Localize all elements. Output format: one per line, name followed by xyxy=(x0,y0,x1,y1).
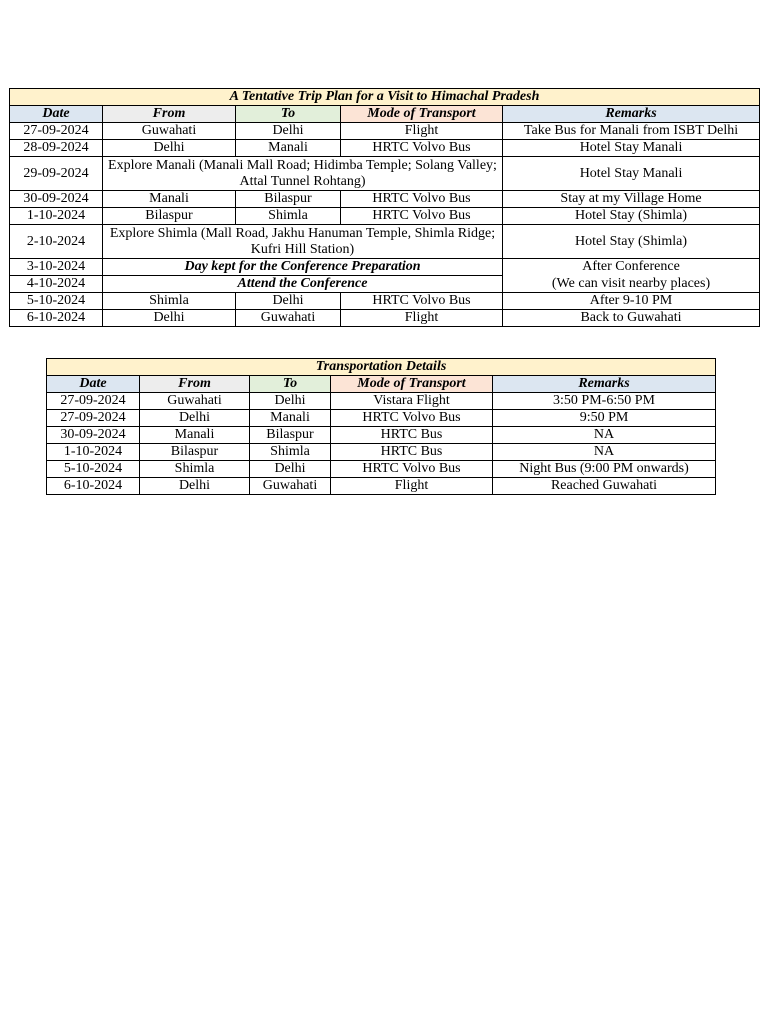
cell-remarks: 3:50 PM-6:50 PM xyxy=(493,393,716,410)
cell-from: Delhi xyxy=(140,478,250,495)
cell-remarks: Stay at my Village Home xyxy=(503,191,760,208)
cell-from: Guwahati xyxy=(103,123,236,140)
col-header-to: To xyxy=(236,106,341,123)
cell-date: 27-09-2024 xyxy=(47,410,140,427)
cell-mode: HRTC Bus xyxy=(331,444,493,461)
table-row xyxy=(47,410,716,427)
col-header-mode: Mode of Transport xyxy=(341,106,503,123)
cell-mode: HRTC Volvo Bus xyxy=(341,208,503,225)
cell-from: Shimla xyxy=(103,293,236,310)
col-header-from: From xyxy=(103,106,236,123)
cell-remarks: Night Bus (9:00 PM onwards) xyxy=(493,461,716,478)
cell-remarks: Back to Guwahati xyxy=(503,310,760,327)
cell-date: 5-10-2024 xyxy=(47,461,140,478)
cell-to: Delhi xyxy=(250,461,331,478)
table-row xyxy=(10,225,760,259)
col-header-date: Date xyxy=(10,106,103,123)
col-header-from: From xyxy=(140,376,250,393)
cell-to: Delhi xyxy=(236,293,341,310)
cell-remarks: After Conference xyxy=(503,259,760,276)
transportation-table xyxy=(46,358,716,495)
cell-to: Delhi xyxy=(250,393,331,410)
cell-to: Manali xyxy=(236,140,341,157)
cell-mode: HRTC Bus xyxy=(331,427,493,444)
col-header-remarks: Remarks xyxy=(503,106,760,123)
col-header-remarks: Remarks xyxy=(493,376,716,393)
cell-mode: Flight xyxy=(341,310,503,327)
cell-remarks: 9:50 PM xyxy=(493,410,716,427)
cell-remarks: (We can visit nearby places) xyxy=(503,276,760,293)
cell-date: 6-10-2024 xyxy=(10,310,103,327)
table-row xyxy=(10,140,760,157)
cell-from: Delhi xyxy=(140,410,250,427)
transportation-title: Transportation Details xyxy=(47,359,716,376)
cell-mode: Flight xyxy=(331,478,493,495)
cell-mode: HRTC Volvo Bus xyxy=(341,293,503,310)
table-row xyxy=(47,461,716,478)
table-row xyxy=(10,259,760,276)
table-row xyxy=(10,293,760,310)
cell-date: 5-10-2024 xyxy=(10,293,103,310)
trip-plan-title: A Tentative Trip Plan for a Visit to Himachal Pradesh xyxy=(10,89,760,106)
table-row xyxy=(47,427,716,444)
table-row xyxy=(47,478,716,495)
cell-date: 6-10-2024 xyxy=(47,478,140,495)
cell-to: Delhi xyxy=(236,123,341,140)
cell-activity: Explore Manali (Manali Mall Road; Hidimba Temple; Solang Valley; Attal Tunnel Rohtang) xyxy=(103,157,503,191)
cell-remarks: Hotel Stay (Shimla) xyxy=(503,225,760,259)
cell-mode: Flight xyxy=(341,123,503,140)
cell-remarks: Hotel Stay Manali xyxy=(503,157,760,191)
trip-plan-table xyxy=(9,88,760,327)
cell-remarks: Hotel Stay Manali xyxy=(503,140,760,157)
table-row xyxy=(10,310,760,327)
cell-activity: Explore Shimla (Mall Road, Jakhu Hanuman Temple, Shimla Ridge; Kufri Hill Station) xyxy=(103,225,503,259)
cell-mode: HRTC Volvo Bus xyxy=(341,140,503,157)
cell-remarks: NA xyxy=(493,427,716,444)
cell-from: Manali xyxy=(103,191,236,208)
cell-date: 1-10-2024 xyxy=(10,208,103,225)
cell-from: Manali xyxy=(140,427,250,444)
table-row xyxy=(10,191,760,208)
cell-from: Bilaspur xyxy=(140,444,250,461)
cell-remarks: After 9-10 PM xyxy=(503,293,760,310)
cell-mode: HRTC Volvo Bus xyxy=(341,191,503,208)
cell-to: Guwahati xyxy=(250,478,331,495)
cell-date: 2-10-2024 xyxy=(10,225,103,259)
cell-date: 3-10-2024 xyxy=(10,259,103,276)
cell-date: 27-09-2024 xyxy=(47,393,140,410)
col-header-to: To xyxy=(250,376,331,393)
cell-remarks: NA xyxy=(493,444,716,461)
cell-to: Shimla xyxy=(236,208,341,225)
cell-to: Shimla xyxy=(250,444,331,461)
cell-from: Delhi xyxy=(103,310,236,327)
cell-from: Guwahati xyxy=(140,393,250,410)
cell-to: Guwahati xyxy=(236,310,341,327)
cell-date: 4-10-2024 xyxy=(10,276,103,293)
cell-to: Manali xyxy=(250,410,331,427)
cell-date: 28-09-2024 xyxy=(10,140,103,157)
cell-to: Bilaspur xyxy=(236,191,341,208)
cell-from: Bilaspur xyxy=(103,208,236,225)
cell-activity: Day kept for the Conference Preparation xyxy=(103,259,503,276)
cell-remarks: Reached Guwahati xyxy=(493,478,716,495)
cell-date: 1-10-2024 xyxy=(47,444,140,461)
table-row xyxy=(10,208,760,225)
cell-mode: HRTC Volvo Bus xyxy=(331,461,493,478)
cell-date: 30-09-2024 xyxy=(47,427,140,444)
cell-mode: HRTC Volvo Bus xyxy=(331,410,493,427)
cell-date: 30-09-2024 xyxy=(10,191,103,208)
table-row xyxy=(10,123,760,140)
table-row xyxy=(47,444,716,461)
col-header-date: Date xyxy=(47,376,140,393)
cell-remarks: Hotel Stay (Shimla) xyxy=(503,208,760,225)
cell-from: Shimla xyxy=(140,461,250,478)
cell-from: Delhi xyxy=(103,140,236,157)
table-row xyxy=(10,276,760,293)
cell-activity: Attend the Conference xyxy=(103,276,503,293)
cell-date: 27-09-2024 xyxy=(10,123,103,140)
cell-remarks: Take Bus for Manali from ISBT Delhi xyxy=(503,123,760,140)
cell-to: Bilaspur xyxy=(250,427,331,444)
col-header-mode: Mode of Transport xyxy=(331,376,493,393)
cell-date: 29-09-2024 xyxy=(10,157,103,191)
cell-mode: Vistara Flight xyxy=(331,393,493,410)
table-row xyxy=(47,393,716,410)
table-row xyxy=(10,157,760,191)
